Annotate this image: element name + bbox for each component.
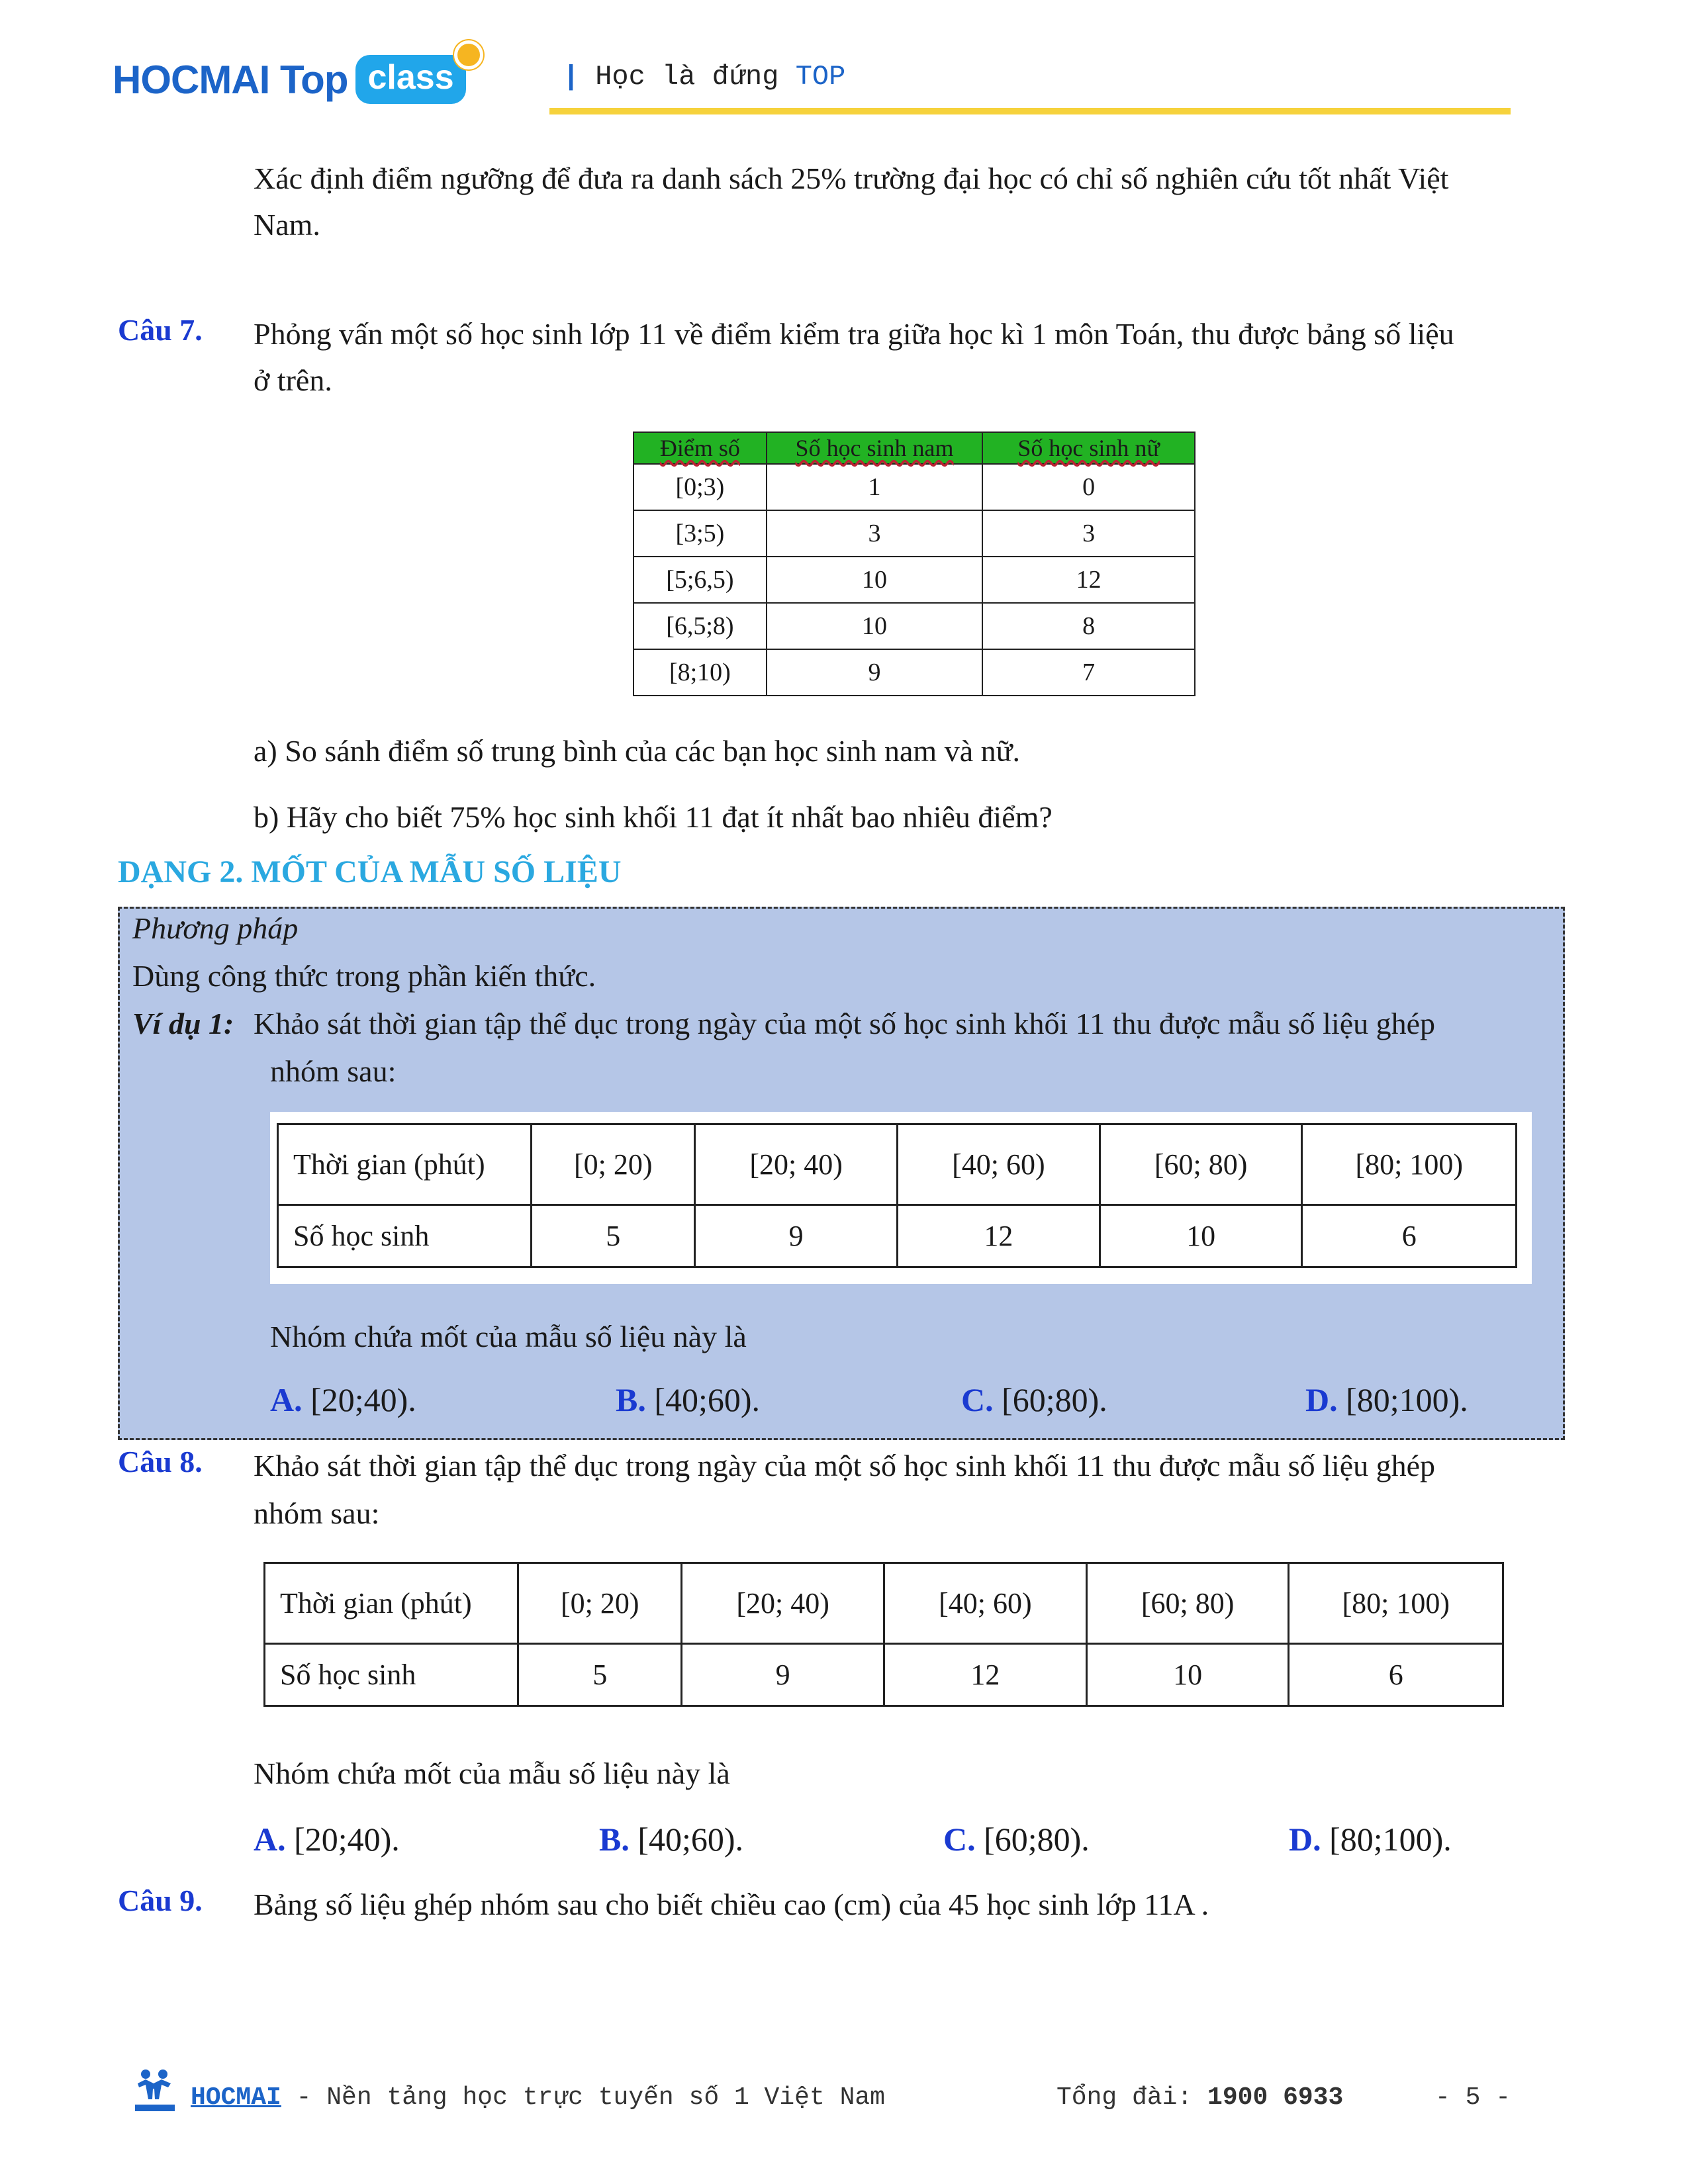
slogan-text: Học là đứng	[595, 61, 779, 93]
female-count: 8	[982, 603, 1195, 649]
page-number: - 5 -	[1435, 2083, 1511, 2112]
question-7-line-2: ở trên.	[254, 363, 332, 397]
score-table-header	[633, 432, 1195, 464]
interval-cell: [60; 80)	[1100, 1124, 1302, 1205]
slogan-divider: |	[563, 61, 580, 93]
footer-hotline	[1056, 2083, 1343, 2112]
table-row	[633, 649, 1195, 696]
option-value: [80;100).	[1329, 1821, 1452, 1858]
footer-tagline: - Nền tảng học trực tuyến số 1 Việt Nam	[281, 2083, 885, 2112]
option-key: C.	[961, 1381, 994, 1418]
count-cell: 6	[1289, 1644, 1503, 1706]
interval-cell: [80; 100)	[1302, 1124, 1517, 1205]
option-value: [40;60).	[654, 1381, 761, 1418]
score-interval: [0;3)	[633, 464, 767, 510]
count-cell: 9	[682, 1644, 884, 1706]
count-cell: 12	[884, 1644, 1087, 1706]
table-row	[265, 1563, 1503, 1644]
female-count: 3	[982, 510, 1195, 557]
score-interval: [3;5)	[633, 510, 767, 557]
footer-text	[191, 2083, 885, 2112]
intro-line-1: Xác định điểm ngưỡng để đưa ra danh sách 25% trường đại học có chỉ số nghiên cứu tốt nhất Việt	[254, 161, 1449, 195]
option-value: [40;60).	[637, 1821, 744, 1858]
question-8-option-b	[599, 1820, 743, 1858]
interval-cell: [20; 40)	[695, 1124, 898, 1205]
time-label: Thời gian (phút)	[278, 1124, 532, 1205]
header-underline	[549, 108, 1511, 114]
option-key: C.	[943, 1821, 976, 1858]
option-value: [60;80).	[1002, 1381, 1107, 1418]
female-count: 12	[982, 557, 1195, 603]
header-slogan	[563, 61, 845, 93]
logo-main-text: HOCMAI Top	[113, 57, 348, 102]
header-male: Số học sinh nam	[767, 432, 983, 464]
question-7-label: Câu 7.	[118, 313, 203, 347]
male-count: 1	[767, 464, 983, 510]
example-label: Ví dụ 1:	[132, 1007, 234, 1040]
option-value: [60;80).	[984, 1821, 1090, 1858]
male-count: 10	[767, 557, 983, 603]
hotline-label: Tổng đài:	[1056, 2083, 1208, 2112]
interval-cell: [80; 100)	[1289, 1563, 1503, 1644]
method-text: Dùng công thức trong phần kiến thức.	[132, 959, 596, 993]
count-cell: 9	[695, 1205, 898, 1267]
count-cell: 10	[1086, 1644, 1289, 1706]
hotline-number: 1900 6933	[1207, 2083, 1344, 2112]
male-count: 10	[767, 603, 983, 649]
option-value: [20;40).	[310, 1381, 416, 1418]
interval-cell: [0; 20)	[518, 1563, 682, 1644]
count-cell: 12	[898, 1205, 1100, 1267]
slogan-top: TOP	[795, 61, 846, 93]
interval-cell: [0; 20)	[532, 1124, 695, 1205]
score-interval: [8;10)	[633, 649, 767, 696]
example-option-d	[1305, 1381, 1468, 1419]
count-cell: 5	[518, 1644, 682, 1706]
example-option-a	[270, 1381, 416, 1419]
male-count: 9	[767, 649, 983, 696]
score-interval: [6,5;8)	[633, 603, 767, 649]
score-interval: [5;6,5)	[633, 557, 767, 603]
interval-cell: [60; 80)	[1086, 1563, 1289, 1644]
female-count: 0	[982, 464, 1195, 510]
table-row	[278, 1124, 1517, 1205]
table-row	[633, 464, 1195, 510]
question-8-table	[263, 1562, 1504, 1707]
hocmai-footer-icon	[132, 2068, 177, 2115]
option-key: D.	[1289, 1821, 1321, 1858]
count-cell: 6	[1302, 1205, 1517, 1267]
example-option-c	[961, 1381, 1107, 1419]
table-row	[265, 1644, 1503, 1706]
score-table	[633, 432, 1196, 696]
question-8-option-c	[943, 1820, 1090, 1858]
question-8-line-2: nhóm sau:	[254, 1496, 380, 1530]
question-8-option-d	[1289, 1820, 1452, 1858]
table-row	[633, 510, 1195, 557]
question-9-line-1: Bảng số liệu ghép nhóm sau cho biết chiều cao (cm) của 45 học sinh lớp 11A .	[254, 1888, 1209, 1921]
question-8-question: Nhóm chứa mốt của mẫu số liệu này là	[254, 1756, 730, 1790]
example-line-1: Khảo sát thời gian tập thể dục trong ngày của một số học sinh khối 11 thu được mẫu số liệu ghép	[254, 1007, 1436, 1040]
option-key: A.	[254, 1821, 286, 1858]
example-table	[277, 1123, 1517, 1268]
count-cell: 5	[532, 1205, 695, 1267]
male-count: 3	[767, 510, 983, 557]
intro-line-2: Nam.	[254, 208, 320, 242]
table-row	[278, 1205, 1517, 1267]
question-7-part-b: b) Hãy cho biết 75% học sinh khối 11 đạt ít nhất bao nhiêu điểm?	[254, 800, 1053, 834]
star-icon	[454, 40, 483, 69]
student-count-label: Số học sinh	[278, 1205, 532, 1267]
option-key: A.	[270, 1381, 303, 1418]
question-8-option-a	[254, 1820, 400, 1858]
female-count: 7	[982, 649, 1195, 696]
time-label: Thời gian (phút)	[265, 1563, 518, 1644]
interval-cell: [40; 60)	[884, 1563, 1087, 1644]
header-female: Số học sinh nữ	[982, 432, 1195, 464]
option-key: B.	[616, 1381, 646, 1418]
logo-class-text: class	[367, 58, 454, 97]
table-row	[633, 603, 1195, 649]
question-7-line-1: Phỏng vấn một số học sinh lớp 11 về điểm kiểm tra giữa học kì 1 môn Toán, thu được bảng số liệu	[254, 317, 1454, 351]
question-8-line-1: Khảo sát thời gian tập thể dục trong ngày của một số học sinh khối 11 thu được mẫu số liệu ghép	[254, 1449, 1436, 1482]
method-title: Phương pháp	[132, 911, 299, 945]
option-value: [80;100).	[1346, 1381, 1468, 1418]
question-9-label: Câu 9.	[118, 1884, 203, 1917]
question-8-label: Câu 8.	[118, 1445, 203, 1479]
interval-cell: [40; 60)	[898, 1124, 1100, 1205]
count-cell: 10	[1100, 1205, 1302, 1267]
example-question: Nhóm chứa mốt của mẫu số liệu này là	[270, 1320, 747, 1353]
option-key: B.	[599, 1821, 630, 1858]
footer-brand-link[interactable]: HOCMAI	[191, 2083, 281, 2112]
brand-logo	[113, 52, 466, 107]
table-row	[633, 557, 1195, 603]
interval-cell: [20; 40)	[682, 1563, 884, 1644]
student-count-label: Số học sinh	[265, 1644, 518, 1706]
section-heading: DẠNG 2. MỐT CỦA MẪU SỐ LIỆU	[118, 854, 622, 889]
option-value: [20;40).	[294, 1821, 400, 1858]
example-line-2: nhóm sau:	[270, 1054, 397, 1088]
option-key: D.	[1305, 1381, 1338, 1418]
example-option-b	[616, 1381, 760, 1419]
question-7-part-a: a) So sánh điểm số trung bình của các bạn học sinh nam và nữ.	[254, 734, 1021, 768]
header-score: Điểm số	[633, 432, 767, 464]
logo-class-badge	[355, 55, 465, 104]
